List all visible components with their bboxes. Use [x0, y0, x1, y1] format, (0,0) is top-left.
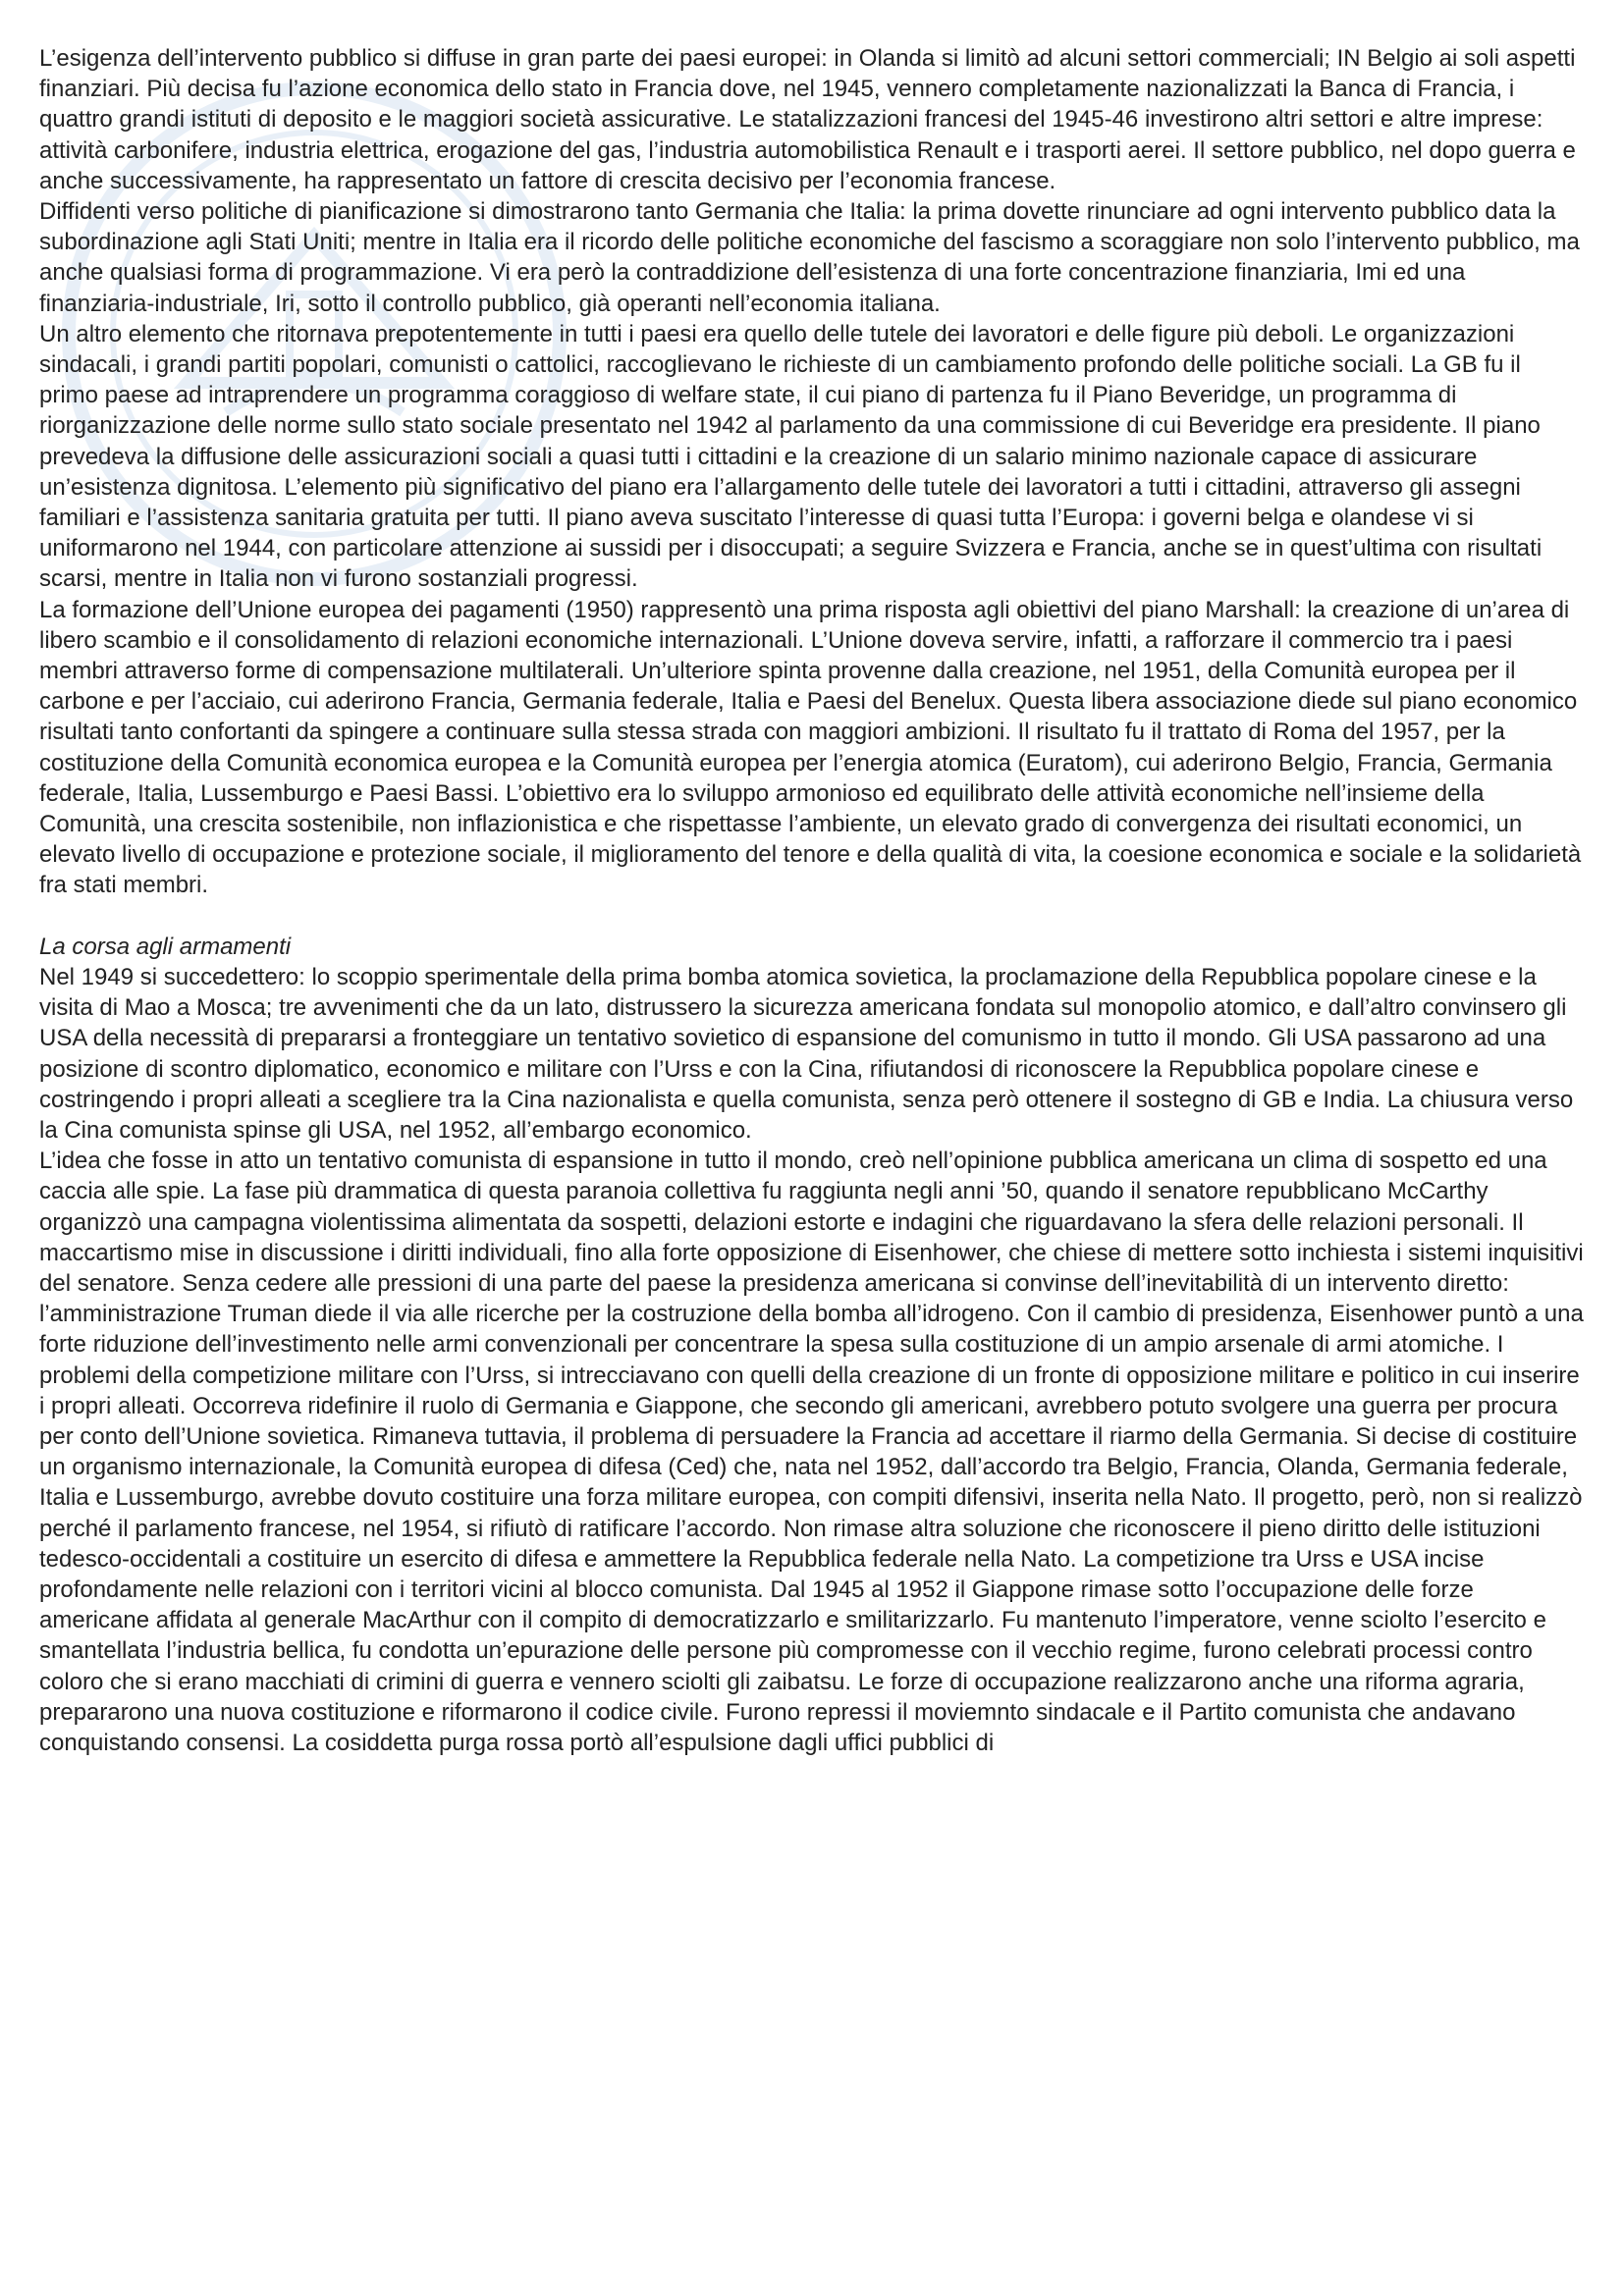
section-heading: La corsa agli armamenti — [39, 933, 292, 960]
paragraph-maccartismo: L’idea che fosse in atto un tentativo comunista di espansione in tutto il mondo, creò nell’opinione pubblica americana un clima di sospetto ed una caccia alle spie. La fase più drammatica di questa paranoia collettiva fu raggiunta negli anni ’50, quando il senatore repubblicano McCarthy organizzò una campagna violentissima alimentata da sospetti, delazioni estorte e indagini che riguardavano la sfera delle relazioni personali. Il maccartismo mise in discussione i diritti individuali, fino alla forte opposizione di Eisenhower, che chiese di mettere sotto inchiesta i sistemi inquisitivi del senatore. Senza cedere alle pressioni di una parte del paese la presidenza americana si convinse dell’inevitabilità di un intervento diretto: l’amministrazione Truman diede il via alle ricerche per la costruzione della bomba all’idrogeno. Con il cambio di presidenza, Eisenhower puntò a una forte riduzione dell’investimento nelle armi convenzionali per concentrare la spesa sulla costituzione di un ampio arsenale di armi atomiche. I problemi della competizione militare con l’Urss, si intrecciavano con quelli della creazione di un fronte di opposizione militare e politico in cui inserire i propri alleati. Occorreva ridefinire il ruolo di Germania e Giappone, che secondo gli americani, avrebbero potuto svolgere una guerra per procura per conto dell’Unione sovietica. Rimaneva tuttavia, il problema di persuadere la Francia ad accettare il riarmo della Germania. Si decise di costituire un organismo internazionale, la Comunità europea di difesa (Ced) che, nata nel 1952, dall’accordo tra Belgio, Francia, Olanda, Germania federale, Italia e Lussemburgo, avrebbe dovuto costituire una forza militare europea, con compiti difensivi, inserita nella Nato. Il progetto, però, non si realizzò perché il parlamento francese, nel 1954, si rifiutò di ratificare l’accordo. Non rimase altra soluzione che riconoscere il pieno diritto delle istituzioni tedesco-occidentali a costituire un esercito di difesa e ammettere la Repubblica federale nella Nato. La competizione tra Urss e USA incise profondamente nelle relazioni con i territori vicini al blocco comunista. Dal 1945 al 1952 il Giappone rimase sotto l’occupazione delle forze americane affidata al generale MacArthur con il compito di democratizzarlo e smilitarizzarlo. Fu mantenuto l’imperatore, venne sciolto l’esercito e smantellata l’industria bellica, fu condotta un’epurazione delle persone più compromesse con il vecchio regime, furono celebrati processi contro coloro che si erano macchiati di crimini di guerra e vennero sciolti gli zaibatsu. Le forze di occupazione realizzarono anche una riforma agraria, prepararono una nuova costituzione e riformarono il codice civile. Furono repressi il moviemnto sindacale e il Partito comunista che andavano conquistando consensi. La cosiddetta purga rossa portò all’espulsione dagli uffici pubblici di — [39, 1148, 1584, 1756]
paragraph-spacer — [39, 901, 1585, 932]
document-body — [39, 43, 1585, 1758]
paragraph-unione-pagamenti: La formazione dell’Unione europea dei pagamenti (1950) rappresentò una prima risposta agli obiettivi del piano Marshall: la creazione di un’area di libero scambio e il consolidamento di relazioni economiche internazionali. L’Unione doveva servire, infatti, a rafforzare il commercio tra i paesi membri attraverso forme di compensazione multilaterali. Un’ulteriore spinta provenne dalla creazione, nel 1951, della Comunità europea per il carbone e per l’acciaio, cui aderirono Francia, Germania federale, Italia e Paesi del Benelux. Questa libera associazione diede sul piano economico risultati tanto confortanti da spingere a continuare sulla stessa strada con maggiori ambizioni. Il risultato fu il trattato di Roma del 1957, per la costituzione della Comunità economica europea e la Comunità europea per l’energia atomica (Euratom), cui aderirono Belgio, Francia, Germania federale, Italia, Lussemburgo e Paesi Bassi. L’obiettivo era lo sviluppo armonioso ed equilibrato delle attività economiche nell’insieme della Comunità, una crescita sostenibile, non inflazionistica e che rispettasse l’ambiente, un elevato grado di convergenza dei risultati economici, un elevato livello di occupazione e protezione sociale, il miglioramento del tenore e della qualità di vita, la coesione economica e sociale e la solidarietà fra stati membri. — [39, 596, 1582, 899]
paragraph-eventi-1949: Nel 1949 si succedettero: lo scoppio sperimentale della prima bomba atomica sovietica, la proclamazione della Repubblica popolare cinese e la visita di Mao a Mosca; tre avvenimenti che da un lato, distrussero la sicurezza americana fondata sul monopolio atomico, e dall’altro convinsero gli USA della necessità di prepararsi a fronteggiare un tentativo sovietico di espansione del comunismo in tutto il mondo. Gli USA passarono ad una posizione di scontro diplomatico, economico e militare con l’Urss e con la Cina, rifiutandosi di riconoscere la Repubblica popolare cinese e costringendo i propri alleati a scegliere tra la Cina nazionalista e quella comunista, senza però ottenere il sostegno di GB e India. La chiusura verso la Cina comunista spinse gli USA, nel 1952, all’embargo economico. — [39, 963, 1574, 1144]
paragraph-pianificazione: Diffidenti verso politiche di pianificazione si dimostrarono tanto Germania che Italia: la prima dovette rinunciare ad ogni intervento pubblico data la subordinazione agli Stati Uniti; mentre in Italia era il ricordo delle politiche economiche del fascismo a scoraggiare non solo l’intervento pubblico, ma anche qualsiasi forma di programmazione. Vi era però la contraddizione dell’esistenza di una forte concentrazione finanziaria, Imi ed una finanziaria-industriale, Iri, sotto il controllo pubblico, già operanti nell’economia italiana. — [39, 198, 1580, 317]
paragraph-intervento-pubblico: L’esigenza dell’intervento pubblico si diffuse in gran parte dei paesi europei: in Olanda si limitò ad alcuni settori commerciali; IN Belgio ai soli aspetti finanziari. Più decisa fu l’azione economica dello stato in Francia dove, nel 1945, vennero completamente nazionalizzati la Banca di Francia, i quattro grandi istituti di deposito e le maggiori società assicurative. Le statalizzazioni francesi del 1945-46 investirono altri settori e altre imprese: attività carbonifere, industria elettrica, erogazione del gas, l’industria automobilistica Renault e i trasporti aerei. Il settore pubblico, nel dopo guerra e anche successivamente, ha rappresentato un fattore di crescita decisivo per l’economia francese. — [39, 45, 1576, 194]
paragraph-welfare-state: Un altro elemento che ritornava prepotentemente in tutti i paesi era quello delle tutele dei lavoratori e delle figure più deboli. Le organizzazioni sindacali, i grandi partiti popolari, comunisti o cattolici, raccoglievano le richieste di un cambiamento profondo delle politiche sociali. La GB fu il primo paese ad intraprendere un programma coraggioso di welfare state, il cui piano di partenza fu il Piano Beveridge, un programma di riorganizzazione delle norme sullo stato sociale presentato nel 1942 al parlamento da una commissione di cui Beveridge era presidente. Il piano prevedeva la diffusione delle assicurazioni sociali a quasi tutti i cittadini e la creazione di un salario minimo nazionale capace di assicurare un’esistenza dignitosa. L’elemento più significativo del piano era l’allargamento delle tutele dei lavoratori a tutti i cittadini, attraverso gli assegni familiari e l’assistenza sanitaria gratuita per tutti. Il piano aveva suscitato l’interesse di quasi tutta l’Europa: i governi belga e olandese vi si uniformarono nel 1944, con particolare attenzione ai sussidi per i disoccupati; a seguire Svizzera e Francia, anche se in quest’ultima con risultati scarsi, mentre in Italia non vi furono sostanziali progressi. — [39, 320, 1543, 593]
